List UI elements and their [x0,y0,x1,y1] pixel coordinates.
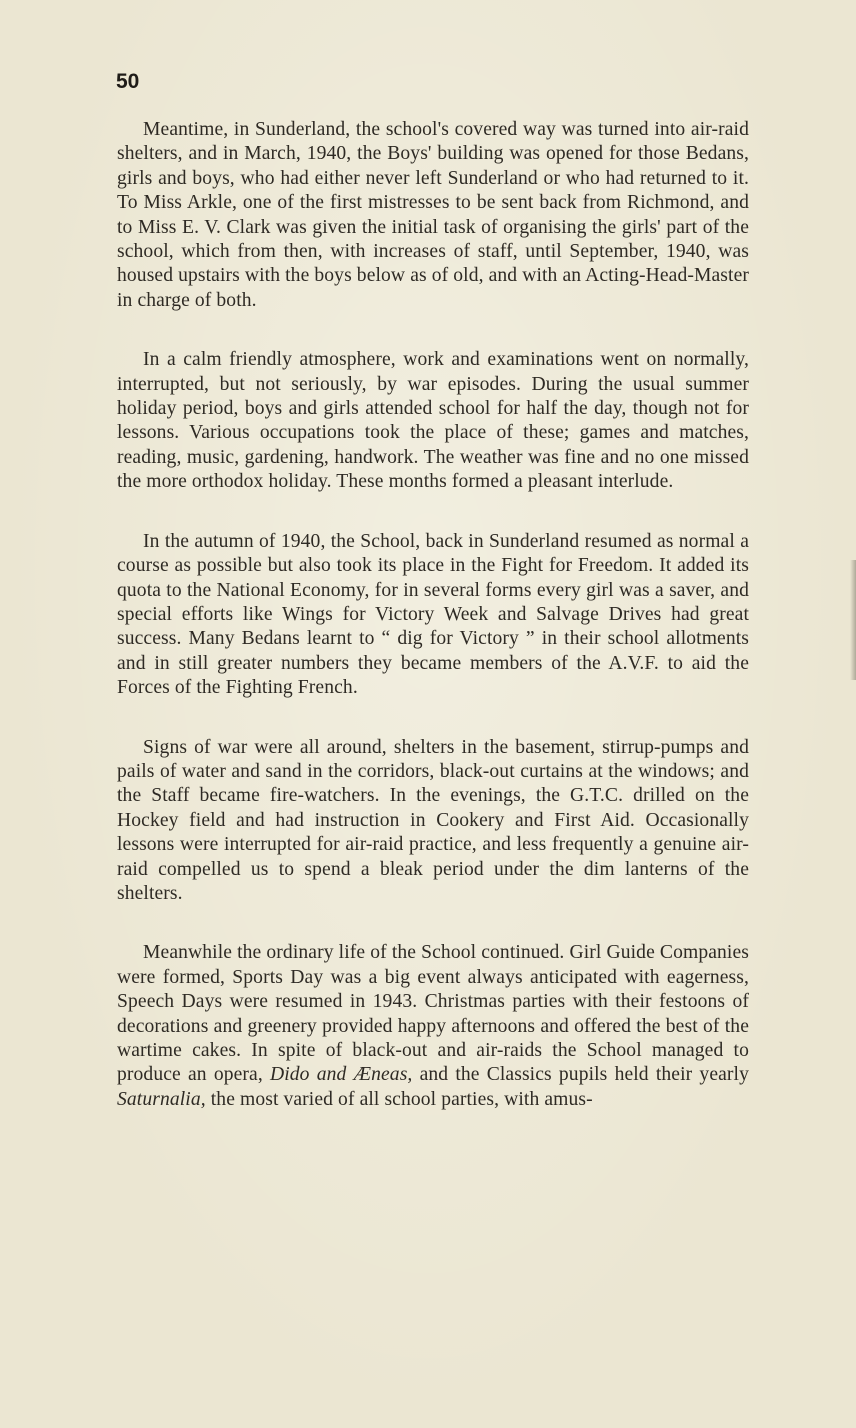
paragraph-3: In the autumn of 1940, the School, back in Sunderland resumed as normal a course as possible but also took its place in the Fight for Freedom. It added its quota to the National Economy, for in several forms every girl was a saver, and special efforts like Wings for Victory Week and Salvage Drives had great success. Many Bedans learnt to “ dig for Victory ” in their school allotments and in still greater numbers they became members of the A.V.F. to aid the Forces of the Fighting French. [117,530,749,699]
body-text [117,118,749,1147]
paragraph-5 [117,941,749,1112]
saturnalia-italic: Saturnalia, [117,1088,206,1110]
paragraph-4: Signs of war were all around, shelters in the basement, stirrup-pumps and pails of water and sand in the corridors, black-out curtains at the windows; and the Staff became fire-watchers. In the evenings, the G.T.C. drilled on the Hockey field and had instruction in Cookery and First Aid. Occasionally lessons were interrupted for air-raid practice, and less frequently a genuine air-raid compelled us to spend a bleak period under the dim lanterns of the shelters. [117,736,749,904]
paragraph-1: Meantime, in Sunderland, the school's covered way was turned into air-raid shelters, and in March, 1940, the Boys' building was opened for those Bedans, girls and boys, who had either never left Sunderland or who had returned to it. To Miss Arkle, one of the first mistresses to be sent back from Richmond, and to Miss E. V. Clark was given the initial task of organising the girls' part of the school, which from then, with increases of staff, until September, 1940, was housed upstairs with the boys below as of old, and with an Acting-Head-Master in charge of both. [117,119,749,311]
paragraph-5-text-middle: and the Classics pupils held their yearly [412,1064,749,1086]
paragraph-2: In a calm friendly atmosphere, work and examinations went on normally, interrupted, but not seriously, by war episodes. During the usual summer holiday period, boys and girls attended school for half the day, though not for lessons. Various occupations took the place of these; games and matches, reading, music, gardening, handwork. The weather was fine and no one missed the more orthodox holiday. These months formed a pleasant interlude. [117,349,749,493]
opera-title-italic: Dido and Æneas, [269,1064,413,1086]
page-edge-shadow [850,560,856,680]
paragraph-5-text-before: Meanwhile the ordinary life of the School continued. Girl Guide Companies were formed, Sports Day was a big event always anticipated with eagerness, Speech Days were resumed in 1943. Christmas parties with their festoons of decorations and greenery provided happy afternoons and offered the best of the wartime cakes. In spite of black-out and air-raids the School managed to produce an opera, [117,942,749,1086]
page-number: 50 [116,70,140,93]
paragraph-5-text-after: the most varied of all school parties, with amus- [205,1088,593,1110]
